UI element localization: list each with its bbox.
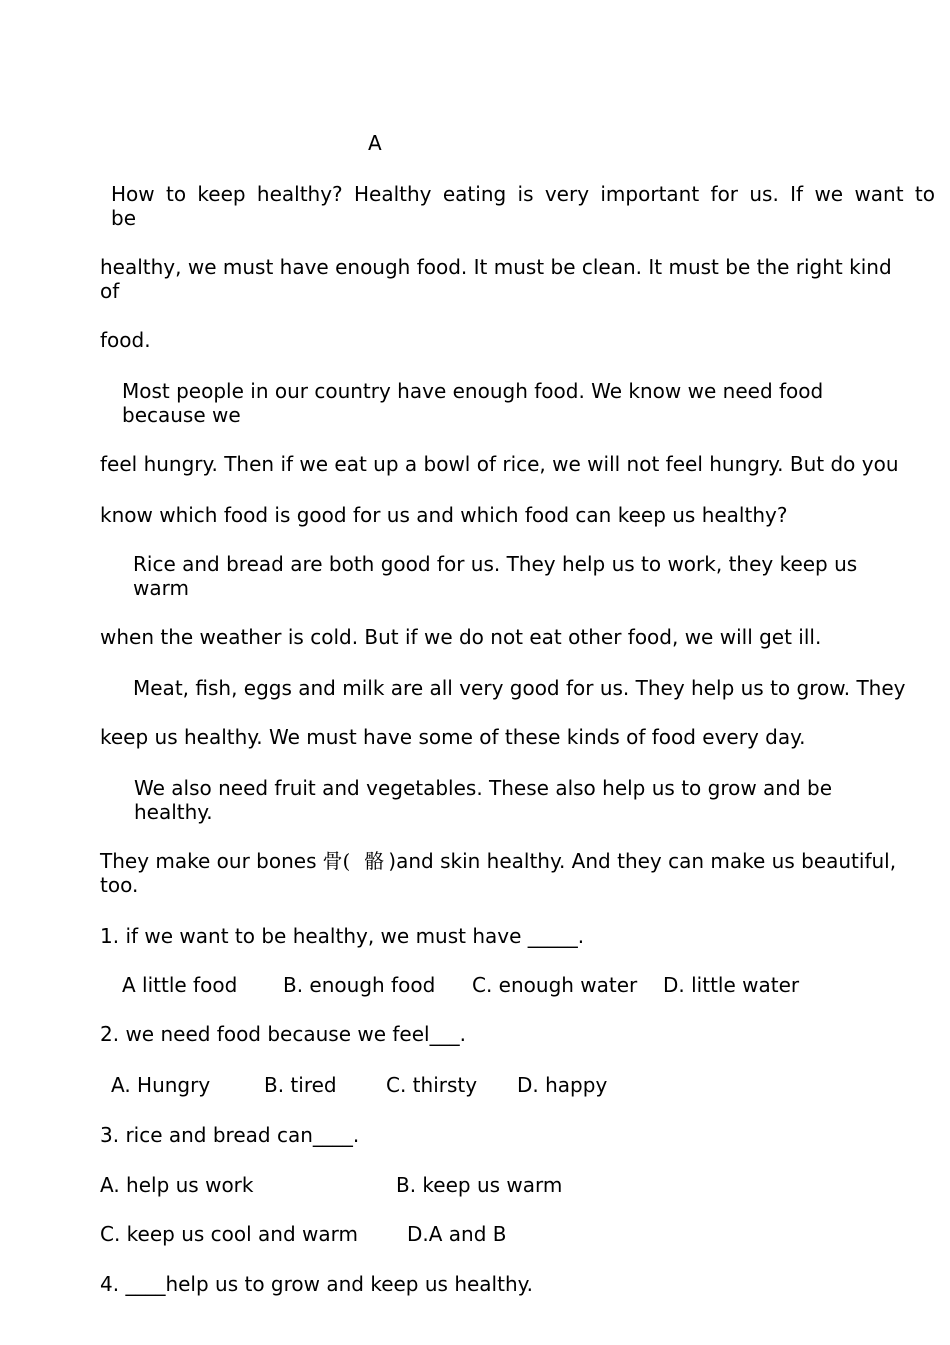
paragraph-5-line-2 xyxy=(100,849,896,873)
question-2-stem: 2. we need food because we feel___. xyxy=(100,1022,466,1046)
question-1-option-c: C. enough water xyxy=(472,973,638,997)
paragraph-1-line-2: healthy, we must have enough food. It must be clean. It must be the right kind xyxy=(100,255,892,279)
paragraph-5-line-2-start: They make our bones xyxy=(100,849,317,873)
paragraph-5-line-1-wrap: healthy. xyxy=(134,800,213,824)
paragraph-3-line-1-wrap: warm xyxy=(133,576,189,600)
paragraph-5-line-1: We also need fruit and vegetables. These also help us to grow and be xyxy=(134,776,833,800)
passage-heading: A xyxy=(368,131,382,155)
cjk-bones-open: 骨( xyxy=(322,849,351,873)
question-4-stem: 4. ____help us to grow and keep us healthy. xyxy=(100,1272,533,1296)
paragraph-5-line-2-wrap: too. xyxy=(100,873,139,897)
question-1-option-d: D. little water xyxy=(663,973,800,997)
question-3-option-d: D.A and B xyxy=(407,1222,507,1246)
paragraph-5-line-2-end: )and skin healthy. And they can make us beautiful, xyxy=(388,849,897,873)
question-2-option-d: D. happy xyxy=(517,1073,608,1097)
paragraph-1-line-2-wrap: of xyxy=(100,279,120,303)
question-2-option-a: A. Hungry xyxy=(111,1073,211,1097)
paragraph-2-line-2: feel hungry. Then if we eat up a bowl of rice, we will not feel hungry. But do you xyxy=(100,452,899,476)
paragraph-2-line-1-wrap: because we xyxy=(122,403,241,427)
question-1-option-b: B. enough food xyxy=(283,973,436,997)
paragraph-3-line-2: when the weather is cold. But if we do not eat other food, we will get ill. xyxy=(100,625,822,649)
cjk-bones-close: 骼 xyxy=(364,849,385,873)
question-1-option-a: A little food xyxy=(122,973,238,997)
paragraph-3-line-1: Rice and bread are both good for us. They help us to work, they keep us xyxy=(133,552,858,576)
paragraph-2-line-3: know which food is good for us and which food can keep us healthy? xyxy=(100,503,788,527)
paragraph-2-line-1: Most people in our country have enough food. We know we need food xyxy=(122,379,824,403)
paragraph-1-line-1-wrap: be xyxy=(111,206,136,230)
question-2-option-b: B. tired xyxy=(264,1073,337,1097)
question-3-stem: 3. rice and bread can____. xyxy=(100,1123,360,1147)
question-3-option-b: B. keep us warm xyxy=(396,1173,563,1197)
question-1-stem: 1. if we want to be healthy, we must have _____. xyxy=(100,924,585,948)
paragraph-4-line-1: Meat, fish, eggs and milk are all very good for us. They help us to grow. They xyxy=(133,676,906,700)
question-3-option-a: A. help us work xyxy=(100,1173,254,1197)
question-3-option-c: C. keep us cool and warm xyxy=(100,1222,358,1246)
paragraph-1-line-3: food. xyxy=(100,328,151,352)
paragraph-4-line-2: keep us healthy. We must have some of these kinds of food every day. xyxy=(100,725,806,749)
paragraph-1-line-1: How to keep healthy? Healthy eating is very important for us. If we want to xyxy=(111,182,935,206)
question-2-option-c: C. thirsty xyxy=(386,1073,478,1097)
